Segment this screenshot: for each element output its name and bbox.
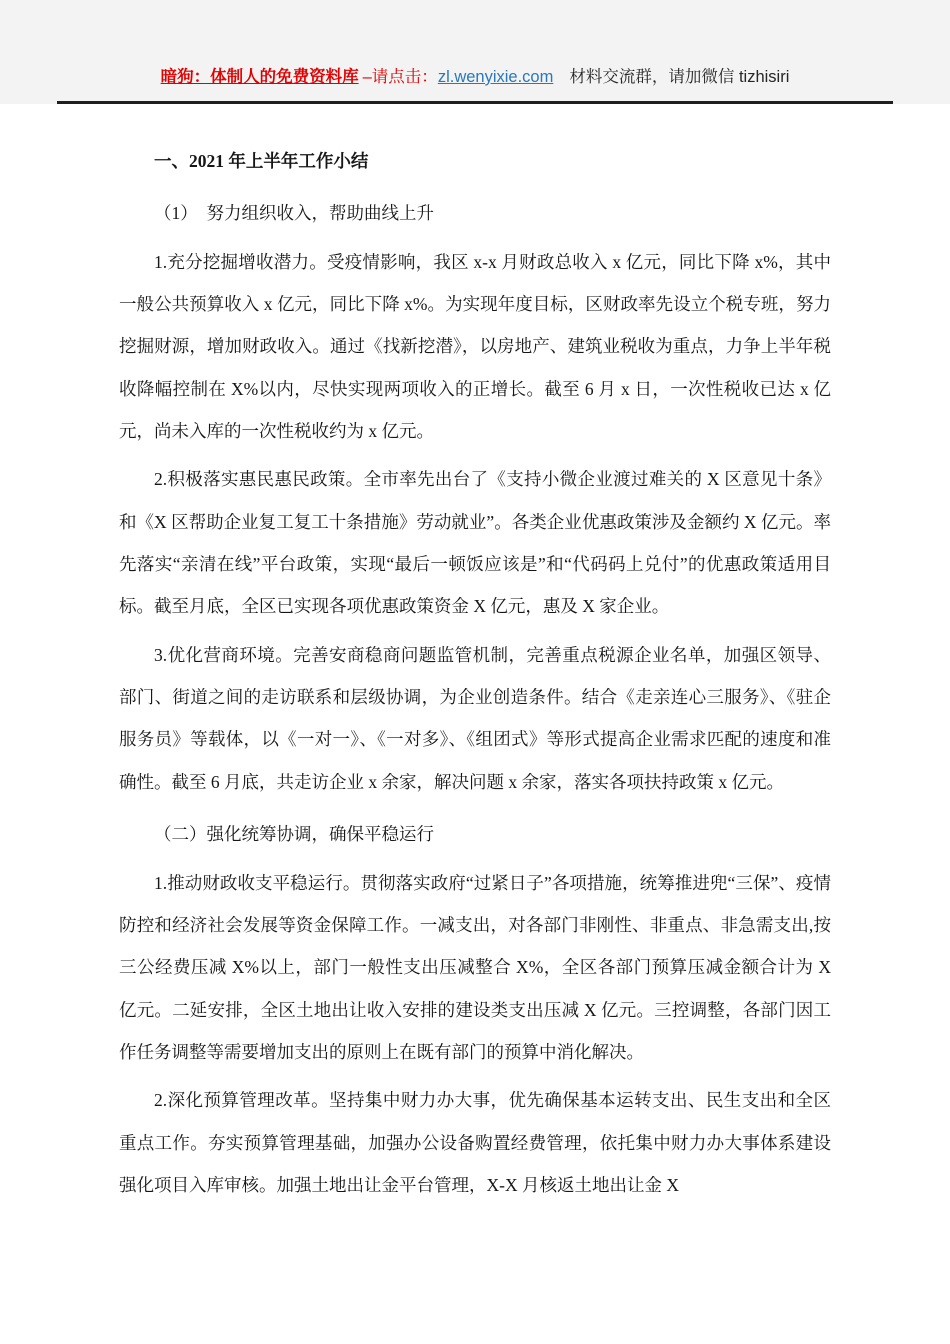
site-link[interactable]: zl.wenyixie.com xyxy=(437,68,554,86)
site-header xyxy=(0,0,950,104)
paragraph: 1.推动财政收支平稳运行。贯彻落实政府“过紧日子”各项措施，统筹推进兜“三保”、疫情防控和经济社会发展等资金保障工作。一减支出，对各部门非刚性、非重点、非急需支出,按三公经费压减 X%以上，部门一般性支出压减整合 X%，全区各部门预算压减金额合计为 X 亿元。二延安排，全区土地出让收入安排的建设类支出压减 X 亿元。三控调整，各部门因工作任务调整等需要增加支出的原则上在既有部门的预算中消化解决。 xyxy=(119,872,831,1062)
section-2-heading: （二）强化统筹协调，确保平稳运行 xyxy=(154,824,434,845)
section-1-heading: （1） 努力组织收入，帮助曲线上升 xyxy=(154,203,434,224)
document-content xyxy=(119,104,831,1272)
document-title: 一、2021 年上半年工作小结 xyxy=(154,151,369,171)
paragraph: 1.充分挖掘增收潜力。受疫情影响，我区 x-x 月财政总收入 x 亿元，同比下降 x%，其中一般公共预算收入 x 亿元，同比下降 x%。为实现年度目标，区财政率先设立个税专班，努力挖掘财源，增加财政收入。通过《找新挖潜》，以房地产、建筑业税收为重点，力争上半年税收降幅控制在 X%以内，尽快实现两项收入的正增长。截至 6 月 x 日，一次性税收已达 x 亿元，尚未入库的一次性税收约为 x 亿元。 xyxy=(119,251,831,442)
paragraph: 3.优化营商环境。完善安商稳商问题监管机制，完善重点税源企业名单，加强区领导、部门、街道之间的走访联系和层级协调，为企业创造条件。结合《走亲连心三服务》、《驻企服务员》等载体，以《一对一》、《一对多》、《组团式》等形式提高企业需求匹配的速度和准确性。截至 6 月底，共走访企业 x 余家，解决问题 x 余家，落实各项扶持政策 x 亿元。 xyxy=(119,644,831,792)
click-hint: –请点击： xyxy=(362,68,438,86)
site-name: 暗狗：体制人的免费资料库 xyxy=(160,68,359,86)
paragraph: 2.积极落实惠民惠民政策。全市率先出台了《支持小微企业渡过难关的 X 区意见十条》和《X 区帮助企业复工复工十条措施》劳动就业”。各类企业优惠政策涉及金额约 X 亿元。率先落实“亲清在线”平台政策，实现“最后一顿饭应该是”和“代码码上兑付”的优惠政策适用目标。截至月底，全区已实现各项优惠政策资金 X 亿元，惠及 X 家企业。 xyxy=(119,469,831,617)
paragraph: 2.深化预算管理改革。坚持集中财力办大事，优先确保基本运转支出、民生支出和全区重点工作。夯实预算管理基础，加强办公设备购置经费管理，依托集中财力办大事体系建设强化项目入库审核。加强土地出让金平台管理，X-X 月核返土地出让金 X xyxy=(119,1090,831,1195)
site-header-inner xyxy=(57,0,893,104)
wechat-info: 材料交流群，请加微信 tizhisiri xyxy=(569,68,790,86)
